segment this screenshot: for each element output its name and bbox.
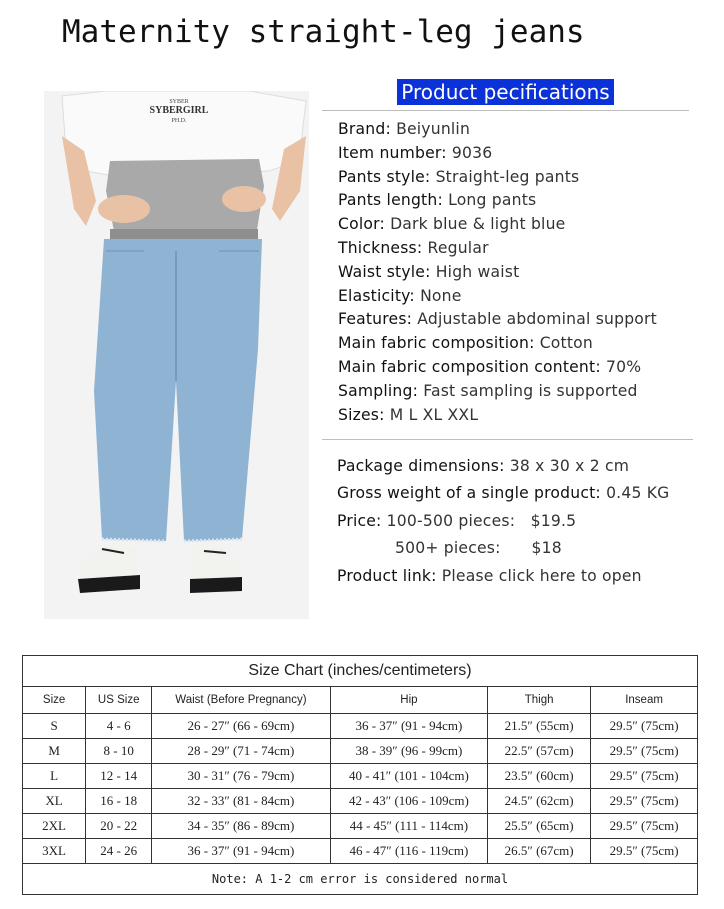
- table-cell: 25.5″ (65cm): [488, 814, 591, 839]
- size-chart-table: [22, 655, 698, 895]
- column-header: Waist (Before Pregnancy): [152, 687, 330, 714]
- price-tier-2: 500+ pieces: $18: [395, 539, 562, 558]
- gross-weight: Gross weight of a single product: 0.45 KG: [337, 484, 670, 503]
- spec-elasticity: Elasticity: None: [338, 286, 462, 305]
- table-cell: 2XL: [23, 814, 86, 839]
- spec-pants-style: Pants style: Straight-leg pants: [338, 167, 580, 186]
- column-header: Inseam: [591, 687, 698, 714]
- spec-pants-length: Pants length: Long pants: [338, 191, 537, 210]
- table-header-row: [23, 687, 698, 714]
- size-chart-note: Note: A 1-2 cm error is considered normal: [23, 864, 698, 895]
- table-cell: L: [23, 764, 86, 789]
- table-cell: 40 - 41″ (101 - 104cm): [330, 764, 488, 789]
- page-title: Maternity straight-leg jeans: [62, 14, 585, 50]
- table-cell: M: [23, 739, 86, 764]
- table-cell: 24 - 26: [86, 839, 152, 864]
- table-cell: 4 - 6: [86, 714, 152, 739]
- table-cell: 32 - 33″ (81 - 84cm): [152, 789, 330, 814]
- svg-text:PH.D.: PH.D.: [171, 118, 187, 124]
- spec-fabric: Main fabric composition: Cotton: [338, 334, 593, 353]
- table-cell: 24.5″ (62cm): [488, 789, 591, 814]
- spec-thickness: Thickness: Regular: [338, 238, 489, 257]
- table-row: [23, 764, 698, 789]
- table-cell: 21.5″ (55cm): [488, 714, 591, 739]
- svg-text:SYBER: SYBER: [169, 99, 189, 105]
- column-header: Hip: [330, 687, 488, 714]
- table-row: [23, 714, 698, 739]
- spec-sizes: Sizes: M L XL XXL: [338, 405, 479, 424]
- table-cell: 29.5″ (75cm): [591, 714, 698, 739]
- product-link: Product link: Please click here to open: [337, 566, 642, 585]
- table-cell: 20 - 22: [86, 814, 152, 839]
- table-cell: 29.5″ (75cm): [591, 814, 698, 839]
- package-info: [337, 453, 717, 590]
- table-cell: 26.5″ (67cm): [488, 839, 591, 864]
- table-cell: 3XL: [23, 839, 86, 864]
- table-cell: 29.5″ (75cm): [591, 739, 698, 764]
- spec-features: Features: Adjustable abdominal support: [338, 310, 657, 329]
- spec-fabric-content: Main fabric composition content: 70%: [338, 357, 642, 376]
- price-tier-1: Price: 100-500 pieces: $19.5: [337, 511, 577, 530]
- table-cell: XL: [23, 789, 86, 814]
- product-link-text[interactable]: Please click here to open: [441, 566, 642, 585]
- table-cell: 12 - 14: [86, 764, 152, 789]
- spec-list: [338, 118, 708, 427]
- table-cell: 29.5″ (75cm): [591, 764, 698, 789]
- table-cell: 22.5″ (57cm): [488, 739, 591, 764]
- column-header: Thigh: [488, 687, 591, 714]
- table-cell: 30 - 31″ (76 - 79cm): [152, 764, 330, 789]
- table-cell: 29.5″ (75cm): [591, 789, 698, 814]
- table-cell: 36 - 37″ (91 - 94cm): [152, 839, 330, 864]
- spec-color: Color: Dark blue & light blue: [338, 215, 566, 234]
- table-row: [23, 814, 698, 839]
- table-row: [23, 789, 698, 814]
- table-cell: 16 - 18: [86, 789, 152, 814]
- spec-waist-style: Waist style: High waist: [338, 262, 520, 281]
- table-row: [23, 839, 698, 864]
- table-cell: 8 - 10: [86, 739, 152, 764]
- table-cell: S: [23, 714, 86, 739]
- column-header: US Size: [86, 687, 152, 714]
- column-header: Size: [23, 687, 86, 714]
- table-cell: 44 - 45″ (111 - 114cm): [330, 814, 488, 839]
- table-cell: 26 - 27″ (66 - 69cm): [152, 714, 330, 739]
- spec-brand: Brand: Beiyunlin: [338, 120, 471, 138]
- svg-text:SYBERGIRL: SYBERGIRL: [149, 105, 209, 116]
- table-cell: 34 - 35″ (86 - 89cm): [152, 814, 330, 839]
- size-chart-title: Size Chart (inches/centimeters): [23, 656, 698, 687]
- divider: [322, 439, 693, 440]
- table-cell: 38 - 39″ (96 - 99cm): [330, 739, 488, 764]
- spec-item-number: Item number: 9036: [338, 143, 493, 162]
- table-cell: 23.5″ (60cm): [488, 764, 591, 789]
- specifications-heading: Product pecifications: [397, 79, 613, 105]
- table-cell: 42 - 43″ (106 - 109cm): [330, 789, 488, 814]
- table-cell: 29.5″ (75cm): [591, 839, 698, 864]
- package-dimensions: Package dimensions: 38 x 30 x 2 cm: [337, 457, 630, 475]
- spec-sampling: Sampling: Fast sampling is supported: [338, 381, 638, 400]
- table-cell: 46 - 47″ (116 - 119cm): [330, 839, 488, 864]
- table-cell: 36 - 37″ (91 - 94cm): [330, 714, 488, 739]
- product-photo: [44, 91, 309, 619]
- divider: [322, 110, 689, 111]
- table-row: [23, 739, 698, 764]
- table-cell: 28 - 29″ (71 - 74cm): [152, 739, 330, 764]
